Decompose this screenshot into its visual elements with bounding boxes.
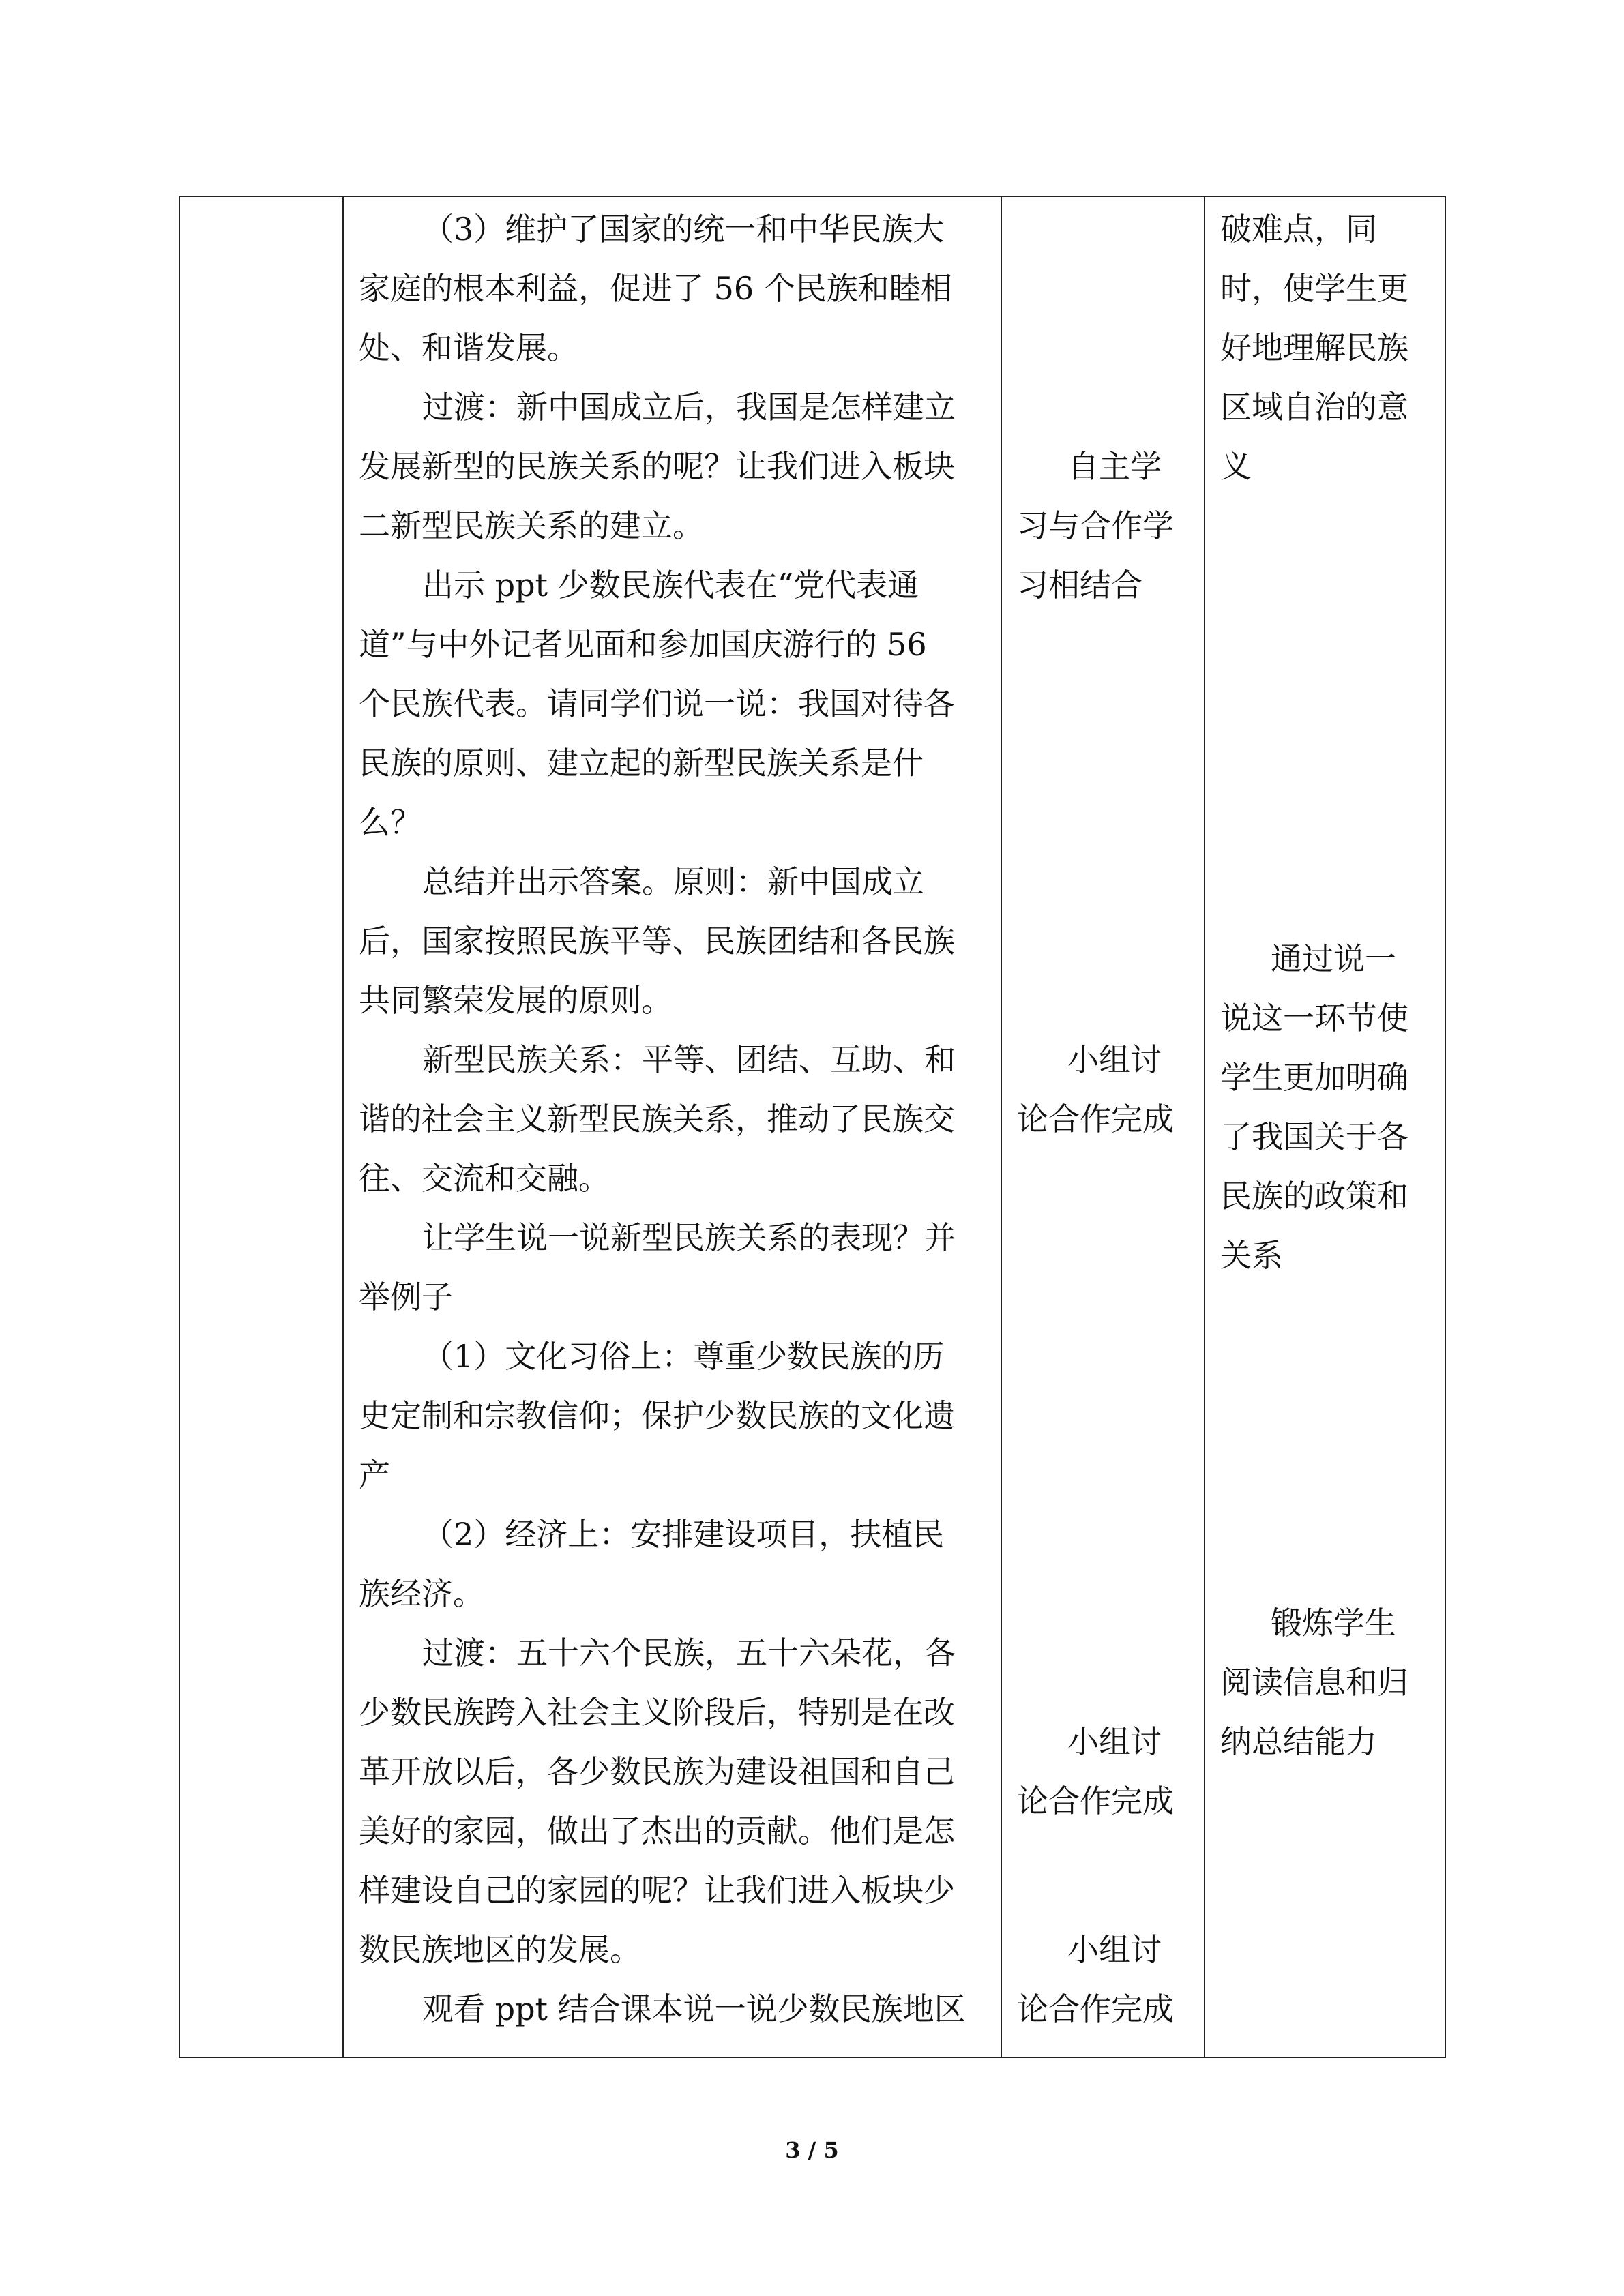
content-line: 产	[359, 1457, 390, 1493]
content-line: （3）维护了国家的统一和中华民族大	[422, 211, 945, 248]
content-line: 过渡：新中国成立后，我国是怎样建立	[422, 389, 956, 426]
intent-line: 民族的政策和	[1220, 1178, 1408, 1214]
content-line: 让学生说一说新型民族关系的表现？并	[422, 1219, 956, 1256]
content-line: 族经济。	[359, 1575, 484, 1612]
content-line: 举例子	[359, 1279, 453, 1315]
content-line: 个民族代表。请同学们说一说：我国对待各	[359, 685, 955, 722]
intent-line: 关系	[1220, 1237, 1283, 1274]
intent-line: 锻炼学生	[1271, 1605, 1396, 1641]
activity-line: 论合作完成	[1017, 1783, 1174, 1819]
content-line: 道”与中外记者见面和参加国庆游行的 56	[359, 626, 927, 663]
content-line: 少数民族跨入社会主义阶段后，特别是在改	[359, 1694, 955, 1731]
intent-line: 好地理解民族	[1220, 329, 1408, 366]
content-line: 出示 ppt 少数民族代表在“党代表通	[422, 567, 919, 603]
table-column-student-activity	[1002, 197, 1205, 2057]
table-column-design-intent	[1205, 197, 1445, 2057]
content-line: 总结并出示答案。原则：新中国成立	[422, 863, 924, 900]
activity-line: 论合作完成	[1017, 1101, 1174, 1137]
content-line: 发展新型的民族关系的呢？让我们进入板块	[359, 448, 955, 485]
content-line: 革开放以后，各少数民族为建设祖国和自己	[359, 1753, 955, 1790]
activity-line: 小组讨	[1067, 1041, 1162, 1078]
intent-line: 阅读信息和归	[1220, 1664, 1408, 1701]
activity-line: 自主学	[1067, 448, 1162, 485]
intent-line: 学生更加明确	[1220, 1059, 1408, 1096]
content-line: （2）经济上：安排建设项目，扶植民	[422, 1516, 945, 1553]
table-column-teaching-content	[344, 197, 1002, 2057]
content-line: 往、交流和交融。	[359, 1160, 610, 1197]
activity-line: 小组讨	[1067, 1931, 1162, 1968]
content-line: 家庭的根本利益，促进了 56 个民族和睦相	[359, 270, 952, 307]
content-line: 新型民族关系：平等、团结、互助、和	[422, 1041, 956, 1078]
content-line: 民族的原则、建立起的新型民族关系是什	[359, 745, 924, 781]
content-line: 么？	[359, 804, 422, 841]
intent-line: 时，使学生更	[1220, 270, 1408, 307]
activity-line: 习与合作学	[1017, 507, 1174, 544]
content-line: 观看 ppt 结合课本说一说少数民族地区	[422, 1991, 966, 2027]
content-line: 二新型民族关系的建立。	[359, 507, 704, 544]
content-line: 美好的家园，做出了杰出的贡献。他们是怎	[359, 1813, 955, 1849]
intent-line: 区域自治的意	[1220, 389, 1408, 426]
page-number: 3 / 5	[785, 2137, 839, 2163]
content-line: 史定制和宗教信仰；保护少数民族的文化遗	[359, 1397, 955, 1434]
intent-line: 说这一环节使	[1220, 1000, 1408, 1037]
activity-line: 小组讨	[1067, 1723, 1162, 1760]
table-column-stage	[180, 197, 344, 2057]
content-line: 后，国家按照民族平等、民族团结和各民族	[359, 923, 955, 959]
content-line: 数民族地区的发展。	[359, 1931, 641, 1968]
activity-line: 习相结合	[1017, 567, 1142, 603]
content-line: 样建设自己的家园的呢？让我们进入板块少	[359, 1872, 955, 1909]
content-line: 共同繁荣发展的原则。	[359, 982, 673, 1019]
content-line: 处、和谐发展。	[359, 329, 578, 366]
content-line: （1）文化习俗上：尊重少数民族的历	[422, 1338, 945, 1375]
intent-line: 破难点，同	[1220, 211, 1377, 248]
lesson-plan-table	[179, 196, 1446, 2058]
activity-line: 论合作完成	[1017, 1991, 1174, 2027]
intent-line: 义	[1220, 448, 1252, 485]
content-line: 过渡：五十六个民族，五十六朵花，各	[422, 1635, 956, 1671]
intent-line: 了我国关于各	[1220, 1118, 1408, 1155]
content-line: 谐的社会主义新型民族关系，推动了民族交	[359, 1101, 955, 1137]
intent-line: 通过说一	[1271, 940, 1396, 977]
intent-line: 纳总结能力	[1220, 1723, 1377, 1760]
